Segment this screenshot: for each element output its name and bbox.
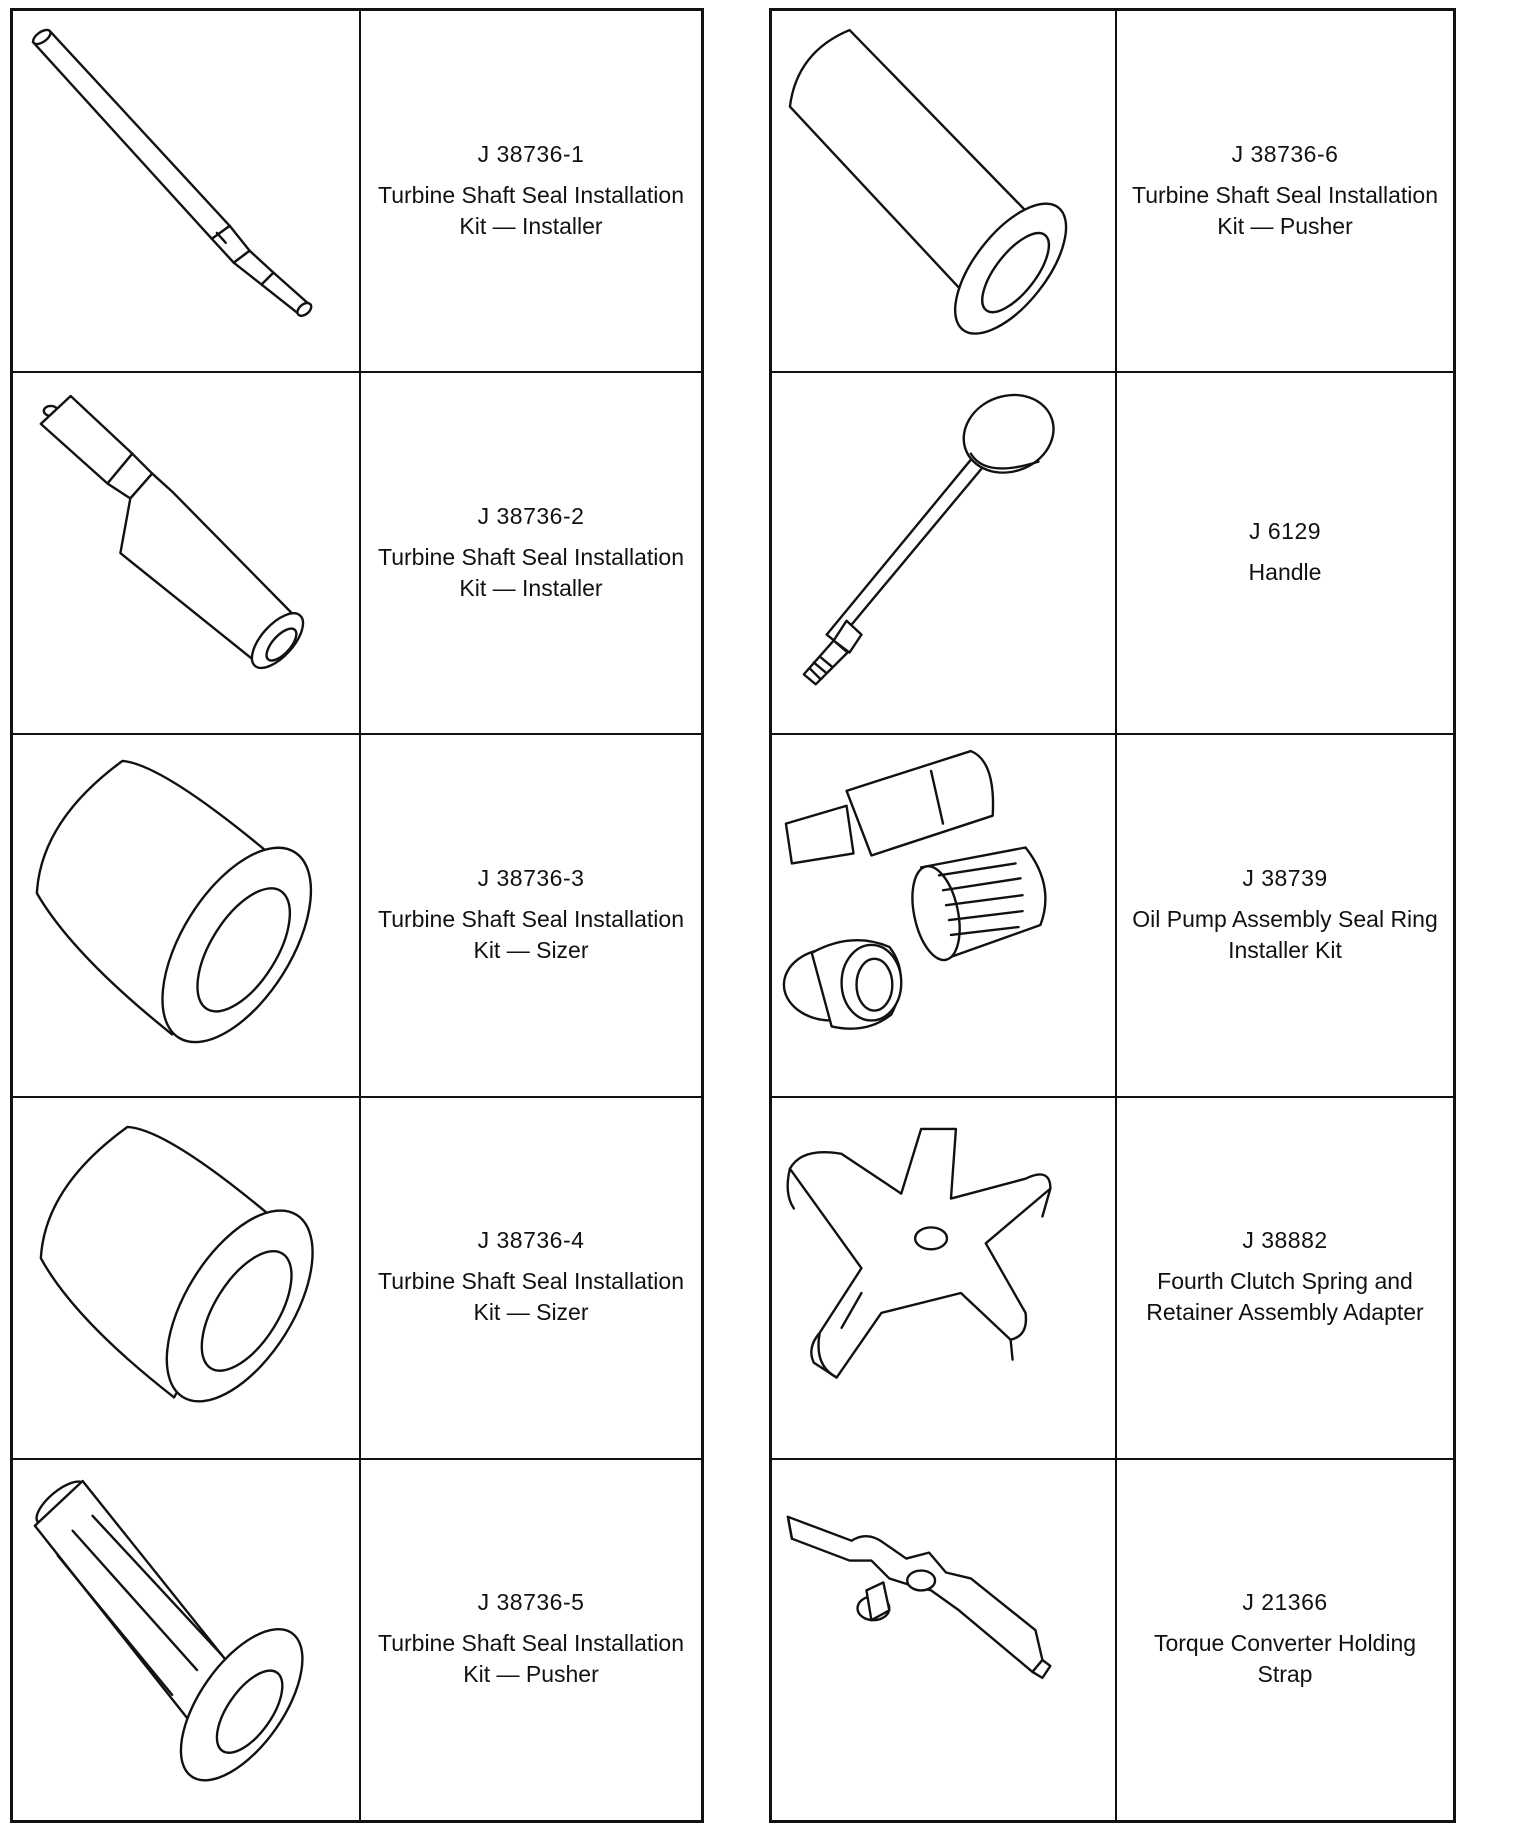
tool-text-cell [1117, 1098, 1453, 1458]
tool-description: Fourth Clutch Spring and Retainer Assembly Adapter [1146, 1268, 1424, 1326]
tool-row [13, 11, 701, 373]
tool-text-cell [1117, 373, 1453, 733]
tool-description: Turbine Shaft Seal Installation Kit — Sizer [378, 906, 684, 963]
seal-ring-kit-illustration [772, 735, 1117, 1095]
part-number: J 38882 [1242, 1227, 1328, 1254]
part-number: J 38736-1 [477, 140, 585, 167]
flanged-pusher-illustration [772, 11, 1117, 371]
tool-text-cell [361, 735, 701, 1095]
slotted-pusher-illustration [13, 1460, 361, 1820]
part-number: J 38736-3 [477, 865, 585, 891]
part-number: J 38736-5 [477, 1589, 585, 1616]
tool-table-left [10, 8, 704, 1823]
tool-row [13, 373, 701, 735]
tapered-installer-illustration [13, 373, 361, 733]
flanged-sizer-illustration [13, 1098, 361, 1458]
tool-text-cell [361, 11, 701, 371]
tool-text-cell [1117, 11, 1453, 371]
tool-description: Turbine Shaft Seal Installation Kit — Pusher [1132, 181, 1438, 239]
tool-text-cell [1117, 1460, 1453, 1820]
handle-illustration [772, 373, 1117, 733]
tool-description: Turbine Shaft Seal Installation Kit — Sizer [378, 1268, 684, 1326]
part-number: J 21366 [1242, 1589, 1328, 1616]
flanged-sizer-illustration [13, 735, 361, 1095]
tool-row [772, 1098, 1453, 1460]
part-number: J 6129 [1248, 518, 1322, 545]
tool-description: Turbine Shaft Seal Installation Kit — Installer [378, 181, 684, 239]
tool-row [13, 735, 701, 1097]
tool-row [772, 11, 1453, 373]
tool-row [772, 735, 1453, 1097]
tool-text-cell [1117, 735, 1453, 1095]
tool-text-cell [361, 373, 701, 733]
tool-row [772, 1460, 1453, 1820]
part-number: J 38736-6 [1231, 140, 1339, 167]
tool-row [13, 1460, 701, 1820]
tool-description: Torque Converter Holding Strap [1153, 1630, 1417, 1688]
tool-row [772, 373, 1453, 735]
tool-text-cell [361, 1098, 701, 1458]
part-number: J 38736-2 [477, 502, 585, 529]
spring-adapter-illustration [772, 1098, 1117, 1458]
part-number: J 38736-4 [477, 1227, 585, 1254]
long-installer-rod-illustration [13, 11, 361, 371]
holding-strap-illustration [772, 1460, 1117, 1820]
tool-description: Handle [1248, 559, 1322, 586]
tool-description: Turbine Shaft Seal Installation Kit — Pusher [378, 1630, 684, 1688]
tool-text-cell [361, 1460, 701, 1820]
tool-description: Turbine Shaft Seal Installation Kit — Installer [378, 543, 684, 601]
part-number: J 38739 [1242, 865, 1328, 891]
tool-row [13, 1098, 701, 1460]
tool-description: Oil Pump Assembly Seal Ring Installer Kit [1132, 906, 1438, 963]
tool-table-right [769, 8, 1456, 1823]
